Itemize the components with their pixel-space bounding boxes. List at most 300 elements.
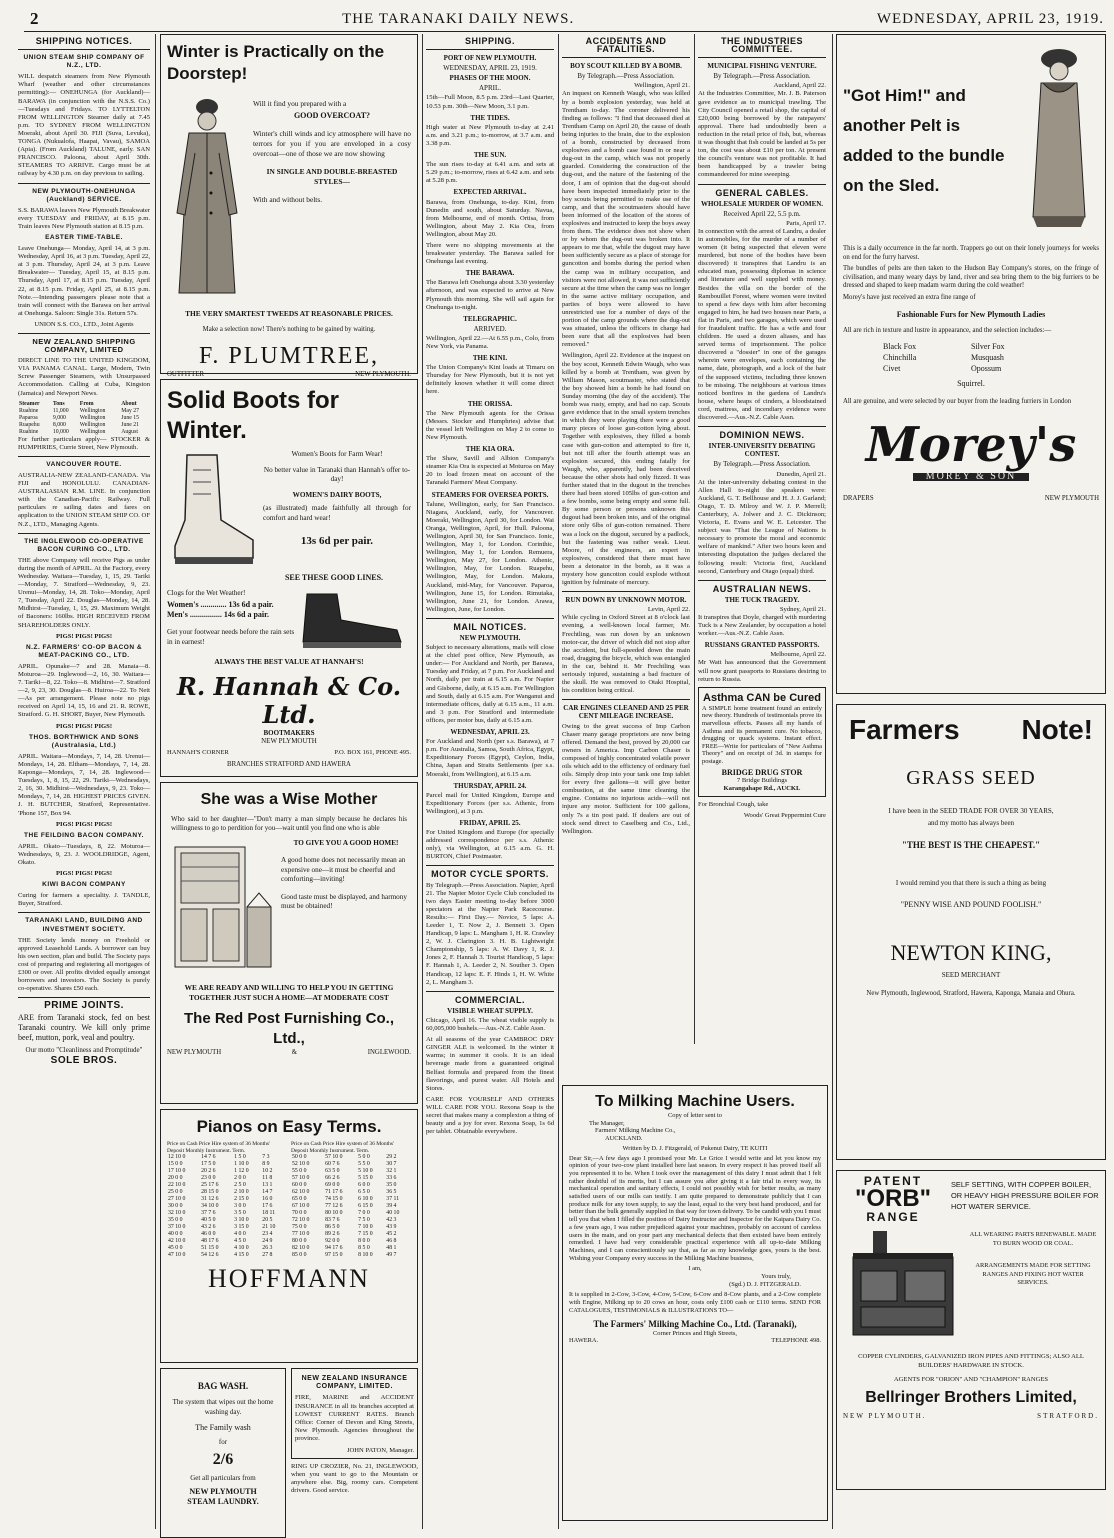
- table-cell: Ruapehu: [19, 421, 40, 428]
- fishing-dateline: Auckland, April 22.: [773, 82, 826, 90]
- table-row: [291, 1203, 411, 1210]
- table-row: [167, 1231, 287, 1238]
- table-cell: 6 5 0: [358, 1189, 370, 1195]
- insurance-heading: NEW ZEALAND INSURANCE COMPANY, LIMITED.: [301, 1375, 408, 1391]
- overseas-text: Talune, Wellington, early, for San Francisco. Niagara, Auckland, early, for Vancouver. Moeraki, Wellington, April 30, for London. Wai Oranga, Wellington, April, for Hull. Paloona, Wellington, April 30, for San Francisco. Ionic, Wellington, May 1, for London. Corinthic, Wellington, May 1, for London. Remuera, Wellington, May 27, for London. Athenic, Wellington, May, for London. Ruapehu, Wellington, May, for London. Makura, Auckland, mid-May, for Vancouver. Paparoa, Wellington, June 15, for London. Rimutaka, Wellington, June 21, for London. Arawa, Wellington, June, for London.: [426, 500, 554, 613]
- milking-sign2: Yours truly,: [761, 1273, 791, 1281]
- arrival-text: Barawa, from Onehunga, to-day. Kini, from Dunedin and south, about Saturday. Navua, from Melbourne, end of month. Ortisa, from Wellington, about May 2. Kia Ora, from Wellington, about May 20.: [426, 198, 554, 238]
- orb-brand: "ORB": [854, 1185, 932, 1213]
- milking-sign3: (Sgd.) D. J. FITZGERALD.: [729, 1280, 801, 1288]
- table-header: About: [121, 400, 137, 407]
- table-row: [291, 1182, 411, 1189]
- mail-sub: NEW PLYMOUTH.: [459, 634, 521, 642]
- table-row: [291, 1189, 411, 1196]
- plumtree-town: NEW PLYMOUTH.: [355, 370, 411, 378]
- table-cell: 63 5 0: [325, 1168, 340, 1174]
- table-cell: 48 1: [386, 1245, 397, 1251]
- piano-table-header: Price on Cash Price Hire system of 36 Months' Deposit Monthly Instrument. Term.: [291, 1141, 395, 1154]
- table-cell: 60 0 0: [292, 1182, 307, 1188]
- table-cell: 35 0: [386, 1182, 397, 1188]
- table-cell: 16 0: [262, 1196, 273, 1202]
- table-cell: 24 9: [262, 1238, 273, 1244]
- table-cell: 22 10 0: [168, 1182, 186, 1188]
- table-row: [167, 1245, 287, 1252]
- table-cell: 54 12 6: [201, 1252, 219, 1258]
- table-cell: 92 0 0: [325, 1238, 340, 1244]
- milking-phone: TELEPHONE 498.: [771, 1337, 821, 1345]
- vessel-table-footer: For further particulars apply— STOCKER & HUMPHRIES, Currie Street, New Plymouth.: [18, 435, 150, 451]
- table-row: [291, 1168, 411, 1175]
- morey-para1: This is a daily occurrence in the far north. Trappers go out on their lonely journeys for weeks on end for the furry harvest.: [843, 245, 1099, 261]
- asthma-name: BRIDGE DRUG STOR: [721, 767, 803, 777]
- column-rule: [694, 34, 695, 1044]
- morey-para2: The bundles of pelts are then taken to the Hudson Bay Company's stores, on the fringe of civilisation, and many weary days by land, river and sea bring them to the big furriers to be dressed and shaped to keep madam warm during the cold weather!: [843, 265, 1099, 290]
- table-row: [167, 1210, 287, 1217]
- table-cell: 42 10 0: [168, 1238, 186, 1244]
- hannah-corner: HANNAH'S CORNER: [167, 748, 229, 756]
- australian-heading: AUSTRALIAN NEWS.: [712, 583, 812, 594]
- bronchial-line-2: Woods' Great Peppermint Cure: [743, 811, 826, 819]
- motor-cycle-heading: MOTOR CYCLE SPORTS.: [431, 869, 549, 880]
- tuck-heading: THE TUCK TRAGEDY.: [724, 595, 800, 604]
- newton-foolish: "PENNY WISE AND POUND FOOLISH.": [900, 900, 1042, 910]
- milking-body: Dear Sir,—A few days ago I promised your Mr. Le Grice I would write and let you know my opinion of your two-cow plant installed here last season. In every respect it has proved itself all you represented it to be. When I took over the management of this dairy I must admit that I felt rather doubtful of its merits, but I can assure you after giving it a fair trial in every way, its mechanical operation and sanitary effects, I could not possibly wish for better results, as many satisfied users of our mills can testify. I am quite prepared to demonstrate publicly that I can produce milk for any town supply, to say the least, equal to the very best hand produced, and far better than the bulk generally supplied in that way for town delivery. To be candid with you I must tell you that when I filled the position of Dairy Instructor and Inspector for the Kaipara Dairy Co. a few years ago, I was rather prejudiced against your machines, probably on account of careless users in the main, and on your part any mechanical defects that then existed have been entirely remedied. I have had very considerable practical experience with all up-to-date Milking Machines, and I can conscientiously say that, as far as my knowledge goes, yours is the best. Wishing your Company every success in the Milking Machine business,: [569, 1154, 821, 1262]
- sun-heading: THE SUN.: [473, 151, 507, 160]
- table-cell: 7 15 0: [358, 1231, 373, 1237]
- plumtree-outfitter: OUTFITTER: [167, 370, 205, 378]
- grass-seed-heading: GRASS SEED: [906, 767, 1036, 789]
- fur-item: Silver Fox: [971, 342, 1005, 352]
- red-post-good-home: A good home does not necessarily mean an expensive one—it must be cheerful and comforting—inviting!: [281, 856, 406, 884]
- table-cell: 86 5 0: [325, 1224, 340, 1230]
- table-cell: 35 0 0: [168, 1217, 183, 1223]
- hannah-logo: R. Hannah & Co. Ltd.: [176, 671, 402, 729]
- overseas-heading: STEAMERS FOR OVERSEA PORTS.: [431, 490, 549, 499]
- table-cell: 31 12 6: [201, 1196, 219, 1202]
- table-cell: 94 17 6: [325, 1245, 343, 1251]
- fur-lady-illustration-icon: [1019, 41, 1099, 231]
- pigs-banner: PIGS! PIGS! PIGS!: [55, 820, 113, 828]
- orb-range-ad: [836, 1170, 1106, 1490]
- table-cell: 17 5 0: [201, 1161, 216, 1167]
- table-cell: 3 15 0: [234, 1224, 249, 1230]
- page-number: 2: [30, 9, 40, 28]
- laundry-name2: STEAM LAUNDRY.: [187, 1497, 259, 1506]
- table-cell: 51 15 0: [201, 1245, 219, 1251]
- kiwi-bacon-text: Curing for farmers a speciality. J. TANDLE, Buyer, Stratford.: [18, 892, 150, 908]
- note-headline: Note!: [1021, 714, 1093, 745]
- table-cell: 40 10: [386, 1210, 400, 1216]
- table-cell: 49 7: [386, 1252, 397, 1258]
- building-society-text: THE Society lends money on Freehold or approved Leasehold Lands. A borrower can buy his own section, plan and build. The Society pays cost of preparing and registering all mortgages of £300 or over. All profits divided equally amongst borrowers and investors. The Society is purely co-operative. Shares £50 each.: [18, 936, 150, 993]
- milking-town: HAWERA.: [569, 1337, 599, 1345]
- orb-para1: SELF SETTING, WITH COPPER BOILER, OR HEAVY HIGH PRESSURE BOILER FOR HOT WATER SERVICE.: [951, 1180, 1099, 1211]
- scout-byline: By Telegraph.—Press Association.: [577, 72, 675, 81]
- kia-ora-heading: THE KIA ORA.: [465, 445, 515, 454]
- table-cell: 9,000: [52, 414, 66, 421]
- column-rule: [832, 34, 833, 1529]
- table-row: [167, 1175, 287, 1182]
- table-cell: 18 11: [262, 1210, 276, 1216]
- table-row: [18, 408, 150, 415]
- table-cell: 42 3: [386, 1217, 397, 1223]
- table-header: Steamer: [19, 400, 40, 407]
- hannah-value: No better value in Taranaki than Hannah's offer to-day!: [263, 465, 411, 483]
- table-row: [291, 1161, 411, 1168]
- table-cell: 2 10 0: [234, 1189, 249, 1195]
- table-cell: 30 7: [386, 1161, 397, 1167]
- newton-para3: I would remind you that there is such a thing as being: [895, 879, 1047, 888]
- motor-accident-dateline: Levin, April 22.: [647, 606, 690, 614]
- dairy-boot-illustration-icon: [167, 450, 257, 570]
- table-cell: 2 15 0: [234, 1196, 249, 1202]
- feilding-heading: THE FEILDING BACON COMPANY.: [24, 831, 144, 839]
- hoffmann-pianos-ad: [160, 1109, 418, 1363]
- scout-text: An inquest on Kenneth Waugh, who was killed by a bomb explosion yesterday, was held at Trentham to-day. The coroner delivered his finding as follows: "I find that deceased died at Trentham Camp on April 20, the cause of death being injuries to the brain, due to the explosion of a bomb, constructed by deceased from explosives and a bomb case found in or near a dug-out in the camp, which was not properly guarded. Considering the construction of the dug-out, and the nature of the fastening of the door, I am of opinion that the dug-out should have been inspected immediately prior to the boy scouts being permitted to make use of the camp, and that the scoutmasters should have been informed of the location of the stores of explosives and instructed to keep the boys away from them. The evidence does not show when or by whom the dug-out was broken into. It appears to me that, while the dugout may have been sufficiently secure as a place of storage for guncotton and bombs during the period when the camp was in military occupation, and visitors were not allowed, it was not sufficiently secure at the time when the camp was no longer in the same active military occupation, and parties of boys were allowed to have unrestricted use for a number of days of the portion of the camp grounds where the dug-out was situated, unless the officers in charge had been sure that all the explosives had been removed.": [562, 90, 690, 349]
- asthma-headline: Asthma CAN be Cured: [703, 691, 821, 704]
- table-cell: May 27: [121, 407, 140, 414]
- morey-quote-line2: another Pelt is: [843, 116, 961, 135]
- plumtree-belts: With and without belts.: [253, 195, 323, 204]
- table-cell: 82 10 0: [292, 1245, 310, 1251]
- table-cell: 3 10 0: [234, 1217, 249, 1223]
- plumtree-tweeds: THE VERY SMARTEST TWEEDS AT REASONABLE PRICES.: [185, 309, 393, 318]
- table-cell: 60 7 6: [325, 1161, 340, 1167]
- table-cell: Wellington: [79, 421, 106, 428]
- table-cell: 6 10 0: [358, 1196, 373, 1202]
- table-header: From: [79, 400, 94, 407]
- table-cell: 1 10 0: [234, 1161, 249, 1167]
- table-cell: 43 9: [386, 1224, 397, 1230]
- barawa-heading: THE BARAWA.: [465, 269, 515, 278]
- table-cell: 32 10 0: [168, 1210, 186, 1216]
- hannah-farm: Women's Boots for Farm Wear!: [291, 450, 383, 458]
- fur-item: Black Fox: [883, 342, 917, 352]
- morey-quote-line3: added to the bundle: [843, 146, 1005, 165]
- milking-to1: The Manager,: [589, 1119, 625, 1127]
- table-cell: 50 0 0: [292, 1154, 307, 1160]
- hannah-branches: BRANCHES STRATFORD AND HAWERA: [227, 760, 351, 768]
- inglewood-bacon-text: THE above Company will receive Pigs as under during the month of APRIL. At the Factory, every Wednesday. Waitara—Tuesday, 1, 15, 29. Tariki—Monday, 7. Stratford—Wednesday, 9, 23. Urenui—Monday, 14, 28. Toko—Monday, April 7, Tuesday, April 22. Douglas—Monday, 14, 28. Midhirst—Tuesday, 1, 15, 29. Maximum Weight of Baconers: 160lbs. HIGH RECEIVED FROM SHAREHOLDERS ONLY.: [18, 556, 150, 629]
- table-cell: 4 5 0: [234, 1238, 246, 1244]
- table-cell: 7 5 0: [358, 1217, 370, 1223]
- barawa-service-heading: NEW PLYMOUTH-ONEHUNGA (Auckland) SERVICE.: [32, 187, 136, 203]
- column-rule: [558, 34, 559, 1529]
- moon-text: 15th—Full Moon, 8.5 p.m. 23rd—Last Quarter, 10.53 p.m. 30th—New Moon, 3.1 p.m.: [426, 94, 554, 110]
- morey-para6: All are genuine, and were selected by our buyer from the leading furriers in London: [843, 398, 1072, 406]
- table-cell: 75 0 0: [292, 1224, 307, 1230]
- table-cell: 14 7: [262, 1189, 273, 1195]
- table-row: [291, 1238, 411, 1245]
- plumtree-name: F. PLUMTREE,: [198, 342, 380, 369]
- table-cell: 85 0 0: [292, 1252, 307, 1258]
- table-cell: 6 0 0: [358, 1182, 370, 1188]
- table-cell: Ruahine: [19, 428, 39, 435]
- table-cell: 57 10 0: [292, 1175, 310, 1181]
- tuck-text: It transpires that Doyle, charged with murdering Tuck is a New Zealander, by occupation a hotel worker.—Aus.-N.Z. Cable Assn.: [698, 614, 826, 638]
- table-row: [18, 422, 150, 429]
- table-cell: 14 7 6: [201, 1154, 216, 1160]
- table-row: [291, 1245, 411, 1252]
- asthma-addr1: 7 Bridge Buildings: [736, 776, 788, 784]
- nz-farmers-bacon-text: APRIL. Opunake—7 and 28. Manaia—8. Moturoa—29. Inglewood—2, 16, 30. Waitara—7. Tariki—8, 22. Toko—8. Midhirst—7. Stratford—2, 9, 23, 30. Douglas—8. Huiroa—22. To Nett—As per arrangement. Please note no pigs received on April 14, 15, 16 and 21. R. ROWE, Stratford. G. H. SHORT, Buyer, New Plymouth.: [18, 662, 150, 719]
- morey-para5: All are rich in texture and lustre in appearance, and the selection includes:—: [843, 326, 1052, 334]
- piano-price-table: [291, 1154, 411, 1259]
- nz-shipping-heading: NEW ZEALAND SHIPPING COMPANY, LIMITED: [32, 337, 136, 355]
- shipping-heading: SHIPPING.: [464, 36, 515, 46]
- hannah-price: 13s 6d per pair.: [300, 535, 374, 547]
- table-cell: 28 15 0: [201, 1189, 219, 1195]
- table-cell: 6 15 0: [358, 1203, 373, 1209]
- bellringer-name: Bellringer Brothers Limited,: [865, 1389, 1077, 1407]
- dominion-heading: DOMINION NEWS.: [719, 430, 805, 441]
- cambroc-ad: At all seasons of the year CAMBROC DRY GINGER ALE is welcomed. In the winter it warms; in summer it cools. It is an ideal beverage made from a guaranteed original Belfast formula and prepared from the finest flavorings, and purest water. All Hotels and Stores.: [426, 1036, 554, 1092]
- pianos-headline: Pianos on Easy Terms.: [196, 1117, 382, 1136]
- friday-text: For United Kingdom and Europe (for specially addressed correspondence per s.s. Athenic only), via Wellington, at 6.15 a.m. G. H. BURTON, Chief Postmaster.: [426, 829, 554, 861]
- red-post-town2: INGLEWOOD.: [367, 1049, 411, 1056]
- table-cell: 43 2 6: [201, 1224, 216, 1230]
- table-cell: 20 5: [262, 1217, 273, 1223]
- fur-item: Chinchilla: [883, 353, 917, 363]
- furniture-illustration-icon: [167, 837, 277, 977]
- moon-month: APRIL.: [479, 84, 501, 93]
- table-cell: 3 5 0: [234, 1210, 246, 1216]
- red-post-amp: &: [291, 1049, 298, 1056]
- table-cell: 69 0 0: [325, 1182, 340, 1188]
- morey-para4: Fashionable Furs for New Plymouth Ladies: [896, 309, 1046, 319]
- crozier-ad: RING UP CROZIER, No. 21, INGLEWOOD, when you want to go to the Mountain or anywhere else. Big, roomy cars. Competent drivers. Good service.: [291, 1462, 418, 1495]
- table-cell: 72 10 0: [292, 1217, 310, 1223]
- table-cell: 80 0 0: [292, 1238, 307, 1244]
- table-cell: 3 0 0: [234, 1203, 246, 1209]
- table-cell: Paparoa: [19, 414, 38, 421]
- table-cell: 10,000: [52, 428, 69, 435]
- column-rule: [155, 34, 156, 1529]
- column-shipping-notices: [18, 34, 150, 1534]
- tides-text: High water at New Plymouth to-day at 2.41 a.m. and 3.21 p.m.; to-morrow, at 3.7 a.m. and 3.38 p.m.: [426, 123, 554, 147]
- port-heading: PORT OF NEW PLYMOUTH.: [443, 54, 537, 63]
- hannah-footwear: Get your footwear needs before the rain sets in in earnest!: [167, 628, 295, 647]
- thursday-heading: THURSDAY, APRIL 24.: [453, 781, 527, 790]
- table-row: [167, 1196, 287, 1203]
- table-cell: 48 17 6: [201, 1238, 219, 1244]
- table-cell: 27 10 0: [168, 1196, 186, 1202]
- milking-machine-ad: [562, 1085, 828, 1521]
- laundry-particulars: Get all particulars from: [190, 1474, 256, 1482]
- mail-notices-heading: MAIL NOTICES.: [453, 621, 527, 632]
- wednesday-text: For Auckland and North (per s.s. Barawa), at 7 p.m. For Australia, Samoa, South Africa, Egypt, Expeditionary Forces (Egypt), Ceylon, India, China, Japan and Straits Settlements (per s.s. Moeraki, from Wellington), at 6.15 a.m.: [426, 738, 554, 778]
- newton-para2: and my motto has always been: [927, 819, 1015, 828]
- laundry-family: The Family wash: [195, 1423, 251, 1432]
- borthwick-text: APRIL. Waitara—Mondays, 7, 14, 28. Urenui—Mondays, 14, 28. Eltham—Mondays, 7, 14, 28. Kaponga—Mondays, 7, 14, 28. Inglewood—Tuesdays, 1, 8, 15, 22, 29. Tariki—Wednesdays, 2, 16, 30. Midhirst—Wednesdays, 9, 23. Toko—Mondays, 7, 14, 28. HIGHEST PRICES GIVEN. J. H. BUTCHER, Stratford, Representative. 'Phone 157, Box 94.: [18, 752, 150, 817]
- red-post-taste: Good taste must be displayed, and harmony must be obtained!: [281, 892, 407, 911]
- orb-para2: ALL WEARING PARTS RENEWABLE. MADE TO BURN WOOD OR COAL.: [969, 1231, 1097, 1247]
- table-cell: June 15: [121, 414, 140, 421]
- column-general-news: [698, 34, 826, 1044]
- union-company-text: WILL despatch steamers from New Plymouth Wharf (weather and other circumstances permitting):— ONEHUNGA (for Auckland)— BARAWA (in conjunction with the N.S.S. Co.) —Tuesdays and Fridays. TO LYTTELTON FROM WELLINGTON Steamer daily at 7.45 p.m. TO SYDNEY FROM WELLINGTON Moeraki, about April 30. FIJI (Suva, Levuka), TONGA (Nukualofa, Haapai, Vavau), SAMOA (Apia). (From Auckland) TALUNE, early. SAN FRANCISCO. Paloona, about April 30th. STEAMERS TO ARRIVE. Cargo must be at railway by 4.30 p.m. on day previous to sailing.: [18, 73, 150, 178]
- table-cell: 13 1: [262, 1182, 273, 1188]
- prime-joints-text: ARE from Taranaki stock, fed on best Taranaki country. We kill only prime beef, mutton, pork, veal and poultry.: [18, 1013, 150, 1043]
- table-cell: 17 10 0: [168, 1168, 186, 1174]
- red-post-ready: WE ARE READY AND WILLING TO HELP YOU IN GETTING TOGETHER JUST SUCH A HOME—AT MODERATE COST: [184, 983, 394, 1002]
- tuck-dateline: Sydney, April 21.: [779, 605, 826, 613]
- table-cell: 8 9: [262, 1161, 270, 1167]
- table-row: [291, 1231, 411, 1238]
- orb-para3: ARRANGEMENTS MADE FOR SETTING RANGES AND FIXING HOT WATER SERVICES.: [975, 1262, 1091, 1287]
- table-cell: 34 10 0: [201, 1203, 219, 1209]
- arrived-heading: ARRIVED.: [473, 324, 507, 333]
- red-post-town1: NEW PLYMOUTH: [167, 1049, 222, 1056]
- red-post-intro: Who said to her daughter—"Don't marry a man simply because he declares his willingness to go to perdition for you—wait until you find one who is able: [171, 815, 407, 832]
- red-post-name: The Red Post Furnishing Co., Ltd.,: [184, 1010, 394, 1047]
- plumtree-styles: IN SINGLE AND DOUBLE-BREASTED STYLES—: [266, 167, 398, 186]
- car-engines-heading: CAR ENGINES CLEANED AND 25 PER CENT MILEAGE INCREASE.: [563, 704, 689, 721]
- table-cell: 83 7 6: [325, 1217, 340, 1223]
- table-cell: 62 10 0: [292, 1189, 310, 1195]
- hannah-illustrated: (as illustrated) made faithfully all through for comfort and hard wear!: [263, 504, 411, 522]
- plumtree-question: Will it find you prepared with a: [253, 99, 347, 108]
- table-row: [291, 1196, 411, 1203]
- table-row: [291, 1175, 411, 1182]
- table-cell: 23 4: [262, 1231, 273, 1237]
- table-row: [18, 429, 150, 436]
- motor-accident-heading: RUN DOWN BY UNKNOWN MOTOR.: [565, 596, 687, 605]
- table-cell: 77 12 6: [325, 1203, 343, 1209]
- table-cell: 2 0 0: [234, 1175, 246, 1181]
- moreys-drapers: DRAPERS: [843, 495, 874, 503]
- murder-received: Received April 22, 5.5 p.m.: [723, 209, 801, 218]
- pigs-banner: PIGS! PIGS! PIGS!: [55, 722, 113, 730]
- bellringer-town1: NEW PLYMOUTH.: [843, 1412, 927, 1421]
- table-row: [291, 1154, 411, 1161]
- clog-illustration-icon: [297, 584, 407, 654]
- table-cell: June 21: [121, 421, 140, 428]
- thursday-text: Parcel mail for United Kingdom, Europe and Expeditionary Forces (per s.s. Athenic, from Wellington), at 3 p.m.: [426, 791, 554, 815]
- milking-supplied: It is supplied in 2-Cow, 3-Cow, 4-Cow, 5-Cow, 6-Cow and 8-Cow plants, and a 2-Cow complete with Engine, Milking up to 20 cows an hour, costs only £100 cash or £110 terms. SEND FOR CATALOGUES, TESTIMONIALS & ILLUSTRATIONS TO—: [569, 1291, 821, 1314]
- asthma-ad: [698, 687, 826, 797]
- table-cell: 2 5 0: [234, 1182, 246, 1188]
- motto: Our motto "Cleanliness and Promptitude": [25, 1046, 143, 1055]
- asthma-text: A SIMPLE home treatment found an entirely new theory. Hundreds of testimonials prove its marvellous effects. Passes all my hands of Asthma and its permanent cure. No tobacco, drugging or quack systems. Instant effect. FREE—Write for particulars of "New Asthma Theory" and on receipt of 3d. in stamps for postage.: [702, 704, 822, 765]
- plumtree-body: Winter's chill winds and icy atmosphere will have no terrors for you if you are enveloped in a cosy overcoat—one of those we are now showing: [253, 129, 411, 158]
- laundry-body: The system that wipes out the home washing day.: [172, 1398, 274, 1416]
- hannah-clogs: Clogs for the Wet Weather!: [167, 589, 246, 598]
- fur-item: Musquash: [971, 353, 1004, 363]
- vancouver-text: AUSTRALIA-NEW ZEALAND-CANADA. Via FIJI and HONOLULU. CANADIAN-AUSTRALASIAN R.M. LINE. In conjunction with the Canadian-Pacific Railway. Full particulars re sailing dates and fares on application to the UNION STEAM SHIP CO. OF N.Z., LTD., Managing Agents.: [18, 471, 150, 528]
- table-cell: 23 0 0: [201, 1175, 216, 1181]
- hannah-see-lines: SEE THESE GOOD LINES.: [284, 573, 384, 582]
- table-cell: 5 0 0: [358, 1154, 370, 1160]
- russians-dateline: Melbourne, April 22.: [770, 651, 826, 659]
- easter-timetable-text: Leave Onehunga— Monday, April 14, at 3 p.m. Wednesday, April 16, at 3 p.m. Tuesday, April 22, at 3 p.m. Thursday, April 24, at 3 p.m. Leave Breakwater— Tuesday, April 15, at 8.15 p.m. Thursday, April 17, at 8.15 p.m. Tuesday, April 22, at 8.15 p.m. Friday, April 25, at 8.15 p.m. Note.—Intending passengers please note that a train will connect with the Barawa on her arrival at Onehunga. Saloon: Single 31s. Return 57s.: [18, 245, 150, 317]
- debate-heading: INTER-UNIVERSITY DEBATING CONTEST.: [708, 442, 816, 459]
- mail-text: Subject to necessary alterations, mails will close at the chief post office, New Plymouth, as under:— For Auckland and North, per Barawa, Tuesday and Friday, at 7 p.m. For Auckland and North, daily per train at 6.15 a.m. For Napier and Gisborne, daily, at 6.15 a.m. For Wellington and South, daily at 6.15 a.m. For Wanganui and intermediate offices, daily at 6.15 a.m., 11 a.m. and 3 p.m. For Stratford and intermediate offices, per motor bus, daily at 6.15 a.m.: [426, 644, 554, 724]
- table-row: [291, 1252, 411, 1259]
- scout-heading: BOY SCOUT KILLED BY A BOMB.: [570, 62, 682, 71]
- table-cell: 17 6: [262, 1203, 273, 1209]
- moreys-furs-ad: [836, 34, 1106, 694]
- table-cell: 4 0 0: [234, 1231, 246, 1237]
- table-cell: 21 10: [262, 1224, 276, 1230]
- moreys-town: NEW PLYMOUTH: [1044, 495, 1099, 503]
- laundry-headline: BAG WASH.: [197, 1381, 249, 1391]
- piano-table-header: Price on Cash Price Hire system of 36 Months' Deposit Monthly Instrument. Term.: [167, 1141, 271, 1154]
- table-cell: 8 5 0: [358, 1245, 370, 1251]
- table-cell: 47 10 0: [168, 1252, 186, 1258]
- hannah-box: P.O. BOX 161, PHONE 495.: [334, 748, 411, 756]
- easter-timetable-heading: EASTER TIME-TABLE.: [45, 233, 123, 241]
- union-company-heading: UNION STEAM SHIP COMPANY OF N.Z., LTD.: [23, 54, 145, 70]
- murder-heading: WHOLESALE MURDER OF WOMEN.: [700, 199, 824, 208]
- orb-para4: COPPER CYLINDERS, GALVANIZED IRON PIPES AND FITTINGS; ALSO ALL BUILDERS' HARDWARE IN STOCK.: [858, 1353, 1084, 1369]
- newton-king-seed-ad: [836, 704, 1106, 1160]
- table-row: [167, 1203, 287, 1210]
- table-cell: 8,000: [52, 421, 66, 428]
- column-advertisements-right: [836, 34, 1106, 1534]
- issue-date: WEDNESDAY, APRIL 23, 1919.: [876, 10, 1104, 27]
- milking-to2: Farmers' Milking Machine Co.,: [595, 1127, 676, 1135]
- shipping-notices-heading: SHIPPING NOTICES.: [35, 36, 133, 46]
- table-cell: 5 5 0: [358, 1161, 370, 1167]
- moon-heading: PHASES OF THE MOON.: [449, 74, 531, 83]
- table-cell: 5 10 0: [358, 1168, 373, 1174]
- pigs-banner: PIGS! PIGS! PIGS!: [55, 870, 113, 878]
- newton-para1: I have been in the SEED TRADE FOR OVER 30 YEARS,: [888, 807, 1054, 815]
- plumtree-selection: Make a selection now! There's nothing to be gained by waiting.: [202, 325, 376, 333]
- table-cell: 11 8: [262, 1175, 273, 1181]
- table-cell: 45 2: [386, 1231, 397, 1237]
- table-cell: 40 0 0: [168, 1231, 183, 1237]
- vancouver-heading: VANCOUVER ROUTE.: [46, 460, 122, 468]
- table-cell: 45 0 0: [168, 1245, 183, 1251]
- arrival-heading: EXPECTED ARRIVAL.: [453, 188, 527, 197]
- morey-quote-line4: on the Sled.: [843, 176, 940, 195]
- motor-accident-text: While cycling in Oxford Street at 8 o'clock last evening, a well-known local farmer, Mr. Frechtling, was run down by an unknown motor-car, the driver of which did not stop after the accident, but full-speeded down the main road, dragging the bicycle, which was entangled in the car, behind it. Mr Frechtling was seriously injured, sustaining a bad fracture of the skull. He was removed to Otaki Hospital, his condition being critical.: [562, 614, 690, 695]
- sun-text: The sun rises to-day at 6.41 a.m. and sets at 5.29 p.m.; to-morrow, rises at 6.42 a.m. and sets at 5.28 p.m.: [426, 161, 554, 185]
- motor-cycle-text: By Telegraph.—Press Association. Napier, April 21. The Napier Motor Cycle Club concluded its two days Easter meeting to-day before 3000 spectators at the Napier Park Racecourse. Results:— First Day.— Novice, 5 laps: A. Leeder 1, T. Now 2, J. Bennett 3. Open Handicap, 9 laps: L. Mangham 1, H. R. Crawley 2, W. J. Clarington 3. H. B. Lightweight Championship, 5 laps: A. W. Davy 1, R. J. Jones 2, F. Hannah 3. Tourist Handicap, 5 laps: F. Hannah 1, A. Leeder 2, N. Souther 3. Open Handicap, 12 laps: E. F. Hinds 1, H. W. White 2, L. Mangham 3.: [426, 881, 555, 986]
- sole-bros: SOLE BROS.: [50, 1055, 118, 1067]
- table-cell: 10 2: [262, 1168, 273, 1174]
- orissa-text: The New Plymouth agents for the Orissa (Messrs. Stocker and Humphries) advise that the vessel left Wellington on May 2 to come to New Plymouth.: [426, 409, 554, 441]
- hannah-headline: Solid Boots for Winter.: [167, 387, 339, 444]
- newton-seed-merchant: SEED MERCHANT: [941, 971, 1001, 980]
- table-cell: 80 10 0: [325, 1210, 343, 1216]
- table-row: [18, 415, 150, 422]
- red-post-give: TO GIVE YOU A GOOD HOME!: [293, 839, 399, 847]
- table-row: [167, 1161, 287, 1168]
- hannah-boots-ad: [160, 379, 418, 777]
- moreys-logo: Morey's: [865, 416, 1077, 473]
- milking-company: The Farmers' Milking Machine Co., Ltd. (Taranaki),: [593, 1318, 797, 1329]
- milking-sign1: I am,: [688, 1265, 702, 1273]
- fur-item-squirrel: Squirrel.: [957, 379, 985, 389]
- car-engines-text: Owing to the great success of Imp Carbon Chaser many garage proprietors are now being offered. Demand the best, proved by 20,000 car owners in America. Imp Carbon Chaser is composed of highly concentrated volatile power oils which add to the efficiency of ordinary fuel oils. Simply drop into your tank one Imp tablet for every five gallons—it will give better combustion, at the same time cleaning the engine. Contains no injurious acids—will not injure any motor. Sufficient for 100 gallons, only 7s a tin post paid. If dealers are out of stock send direct to Caselberg and Co., Ltd., Wellington.: [562, 722, 690, 835]
- port-date: WEDNESDAY, APRIL 23, 1919.: [443, 64, 537, 73]
- farmers-headline: Farmers: [849, 714, 960, 745]
- column-advertisements-left: [160, 34, 418, 1534]
- column-shipping-mail: [426, 34, 554, 1534]
- feilding-text: APRIL. Okato—Tuesdays, 8, 22. Moturoa—Wednesdays, 9, 23. J. WOOLDRIDGE, Agent, Okato.: [18, 842, 150, 866]
- asthma-addr2: Karangahape Rd., AUCKL: [723, 784, 801, 792]
- borthwick-heading: THOS. BORTHWICK AND SONS (Australasia, Ltd.): [29, 733, 139, 749]
- table-cell: 30 0 0: [168, 1203, 183, 1209]
- scout-text-2: Wellington, April 22. Evidence at the inquest on the boy scout, Kenneth Edwin Waugh, who was killed by a bomb at Trentham, was given by William Mason, scoutmaster, who stated that the boy showed him a bomb he had found on Sunday morning (the day of the accident). The bomb was rusty, empty, and had no cap. Scouts gave evidence that in the small system trenches in which they were playing there were a good many pieces of loose gun-cotton lying about. Together with explosives, they filled a bomb case with gun-cotton and attempted to fire it, but not till after the fourth attempt was an explosion secured, this ending fatally for Waugh, who, apparently, had been deceived because the other shots had only fizzed. It was further stated that in the dugout in the trenches there had been stored 105lbs of gun-cotton and a few bombs, some being empty and some full. By some person or persons unknown this dugout had been broken into, and of the original store only 6lbs of gun-cotton remained. There was a lock on the dugout, secured by a padlock, but the fastening was rather weak. Lieut. Moore, of the engineers, an expert in explosives, considered that there must have been a detonator in the bomb, as it was a mystery how guncotton could explode without ignition by fulminate of mercury.: [562, 352, 690, 587]
- bronchial-line: For Bronchial Cough, take: [698, 800, 769, 808]
- table-cell: 7 3: [262, 1154, 270, 1160]
- rexona-ad: CARE FOR YOURSELF AND OTHERS WILL CARE FOR YOU. Rexona Soap is the secret that makes many a complexion a thing of beauty and a joy for ever. Rexona Soap, 1s 6d per tablet. Obtainable everywhere.: [426, 1095, 554, 1136]
- table-cell: 7 0 0: [358, 1210, 370, 1216]
- table-row: [18, 401, 150, 408]
